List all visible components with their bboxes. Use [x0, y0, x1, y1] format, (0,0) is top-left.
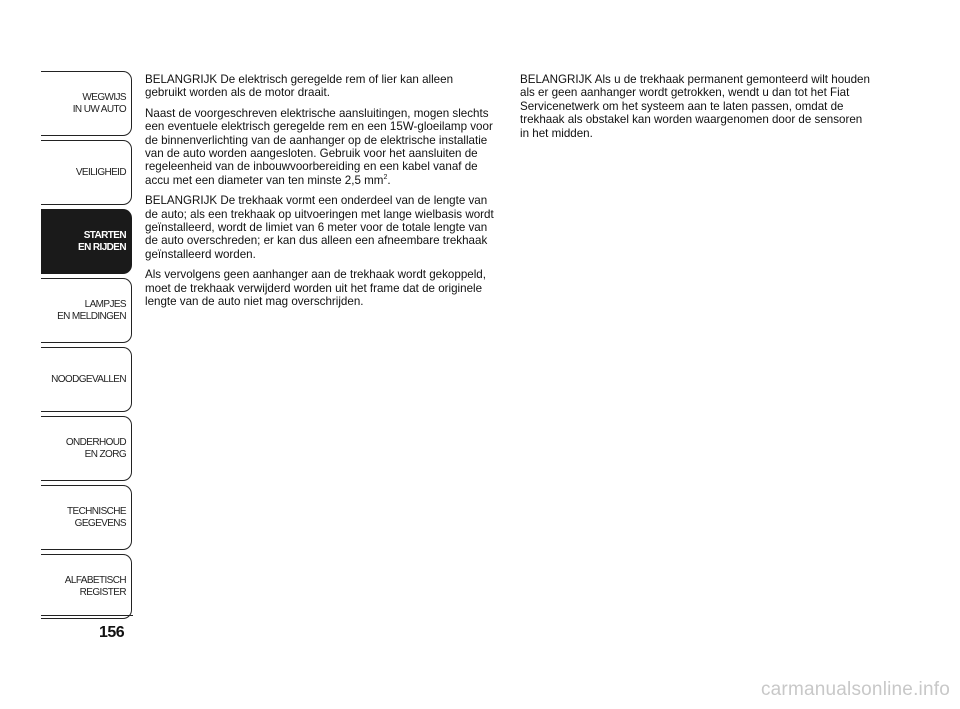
tab-label: WEGWIJS IN UW AUTO	[72, 91, 126, 115]
paragraph: BELANGRIJK De elektrisch geregelde rem of lier kan alleen gebruikt worden als de motor draait.	[145, 73, 454, 100]
tab-label: ALFABETISCH REGISTER	[64, 574, 126, 598]
tab-label: TECHNISCHE GEGEVENS	[66, 505, 126, 529]
tab-veiligheid[interactable]	[41, 140, 132, 205]
paragraph: BELANGRIJK Als u de trekhaak permanent gemonteerd wilt houden als er geen aanhanger wordt getrokken, wendt u dan tot het Fiat Servicenetwerk om het systeem aan te laten passen, omdat de trekhaak als obstakel kan worden waargenomen door de sensoren in het midden.	[520, 73, 870, 140]
superscript: 2	[383, 173, 388, 181]
tab-starten-en-rijden[interactable]	[41, 209, 132, 274]
tab-noodgevallen[interactable]	[41, 347, 132, 412]
tab-lampjes[interactable]	[41, 278, 132, 343]
tab-onderhoud[interactable]	[41, 416, 132, 481]
tab-technische-gegevens[interactable]	[41, 485, 132, 550]
paragraph	[145, 107, 497, 187]
tab-label: ONDERHOUD EN ZORG	[65, 436, 126, 460]
tab-label: LAMPJES EN MELDINGEN	[57, 298, 126, 322]
paragraph-text: Naast de voorgeschreven elektrische aansluitingen, mogen slechts een eventuele elektrisch geregelde rem en een 15W-gloeilamp voor de binnenverlichting van de aanhanger op de elektrische installatie van de auto worden aangesloten. Gebruik voor het aansluiten de regeleenheid van de inbouwvoorbereiding en een kabel vanaf de accu met een diameter van ten minste 2,5 mm	[145, 106, 493, 187]
page-number: 156	[99, 624, 125, 641]
watermark: carmanualsonline.info	[760, 679, 950, 700]
tab-label: VEILIGHEID	[75, 166, 126, 178]
tab-alfabetisch-register[interactable]	[41, 554, 132, 619]
paragraph: BELANGRIJK De trekhaak vormt een onderdeel van de lengte van de auto; als een trekhaak op uitvoeringen met lange wielbasis wordt geïnstalleerd, wordt de limiet van 6 meter voor de totale lengte van de auto overschreden; er kan dus alleen een afneembare trekhaak geïnstalleerd worden.	[145, 194, 494, 261]
paragraph-end: .	[387, 173, 391, 187]
paragraph: Als vervolgens geen aanhanger aan de trekhaak wordt gekoppeld, moet de trekhaak verwijderd worden uit het frame dat de originele lengte van de auto niet mag overschrijden.	[145, 268, 486, 309]
tab-wegwijs[interactable]	[41, 71, 132, 136]
left-text-column	[145, 73, 497, 316]
tab-label: NOODGEVALLEN	[51, 373, 126, 385]
tab-label: STARTEN EN RIJDEN	[78, 229, 126, 253]
right-text-column	[520, 73, 870, 147]
sidebar-bottom-rule	[41, 615, 133, 616]
